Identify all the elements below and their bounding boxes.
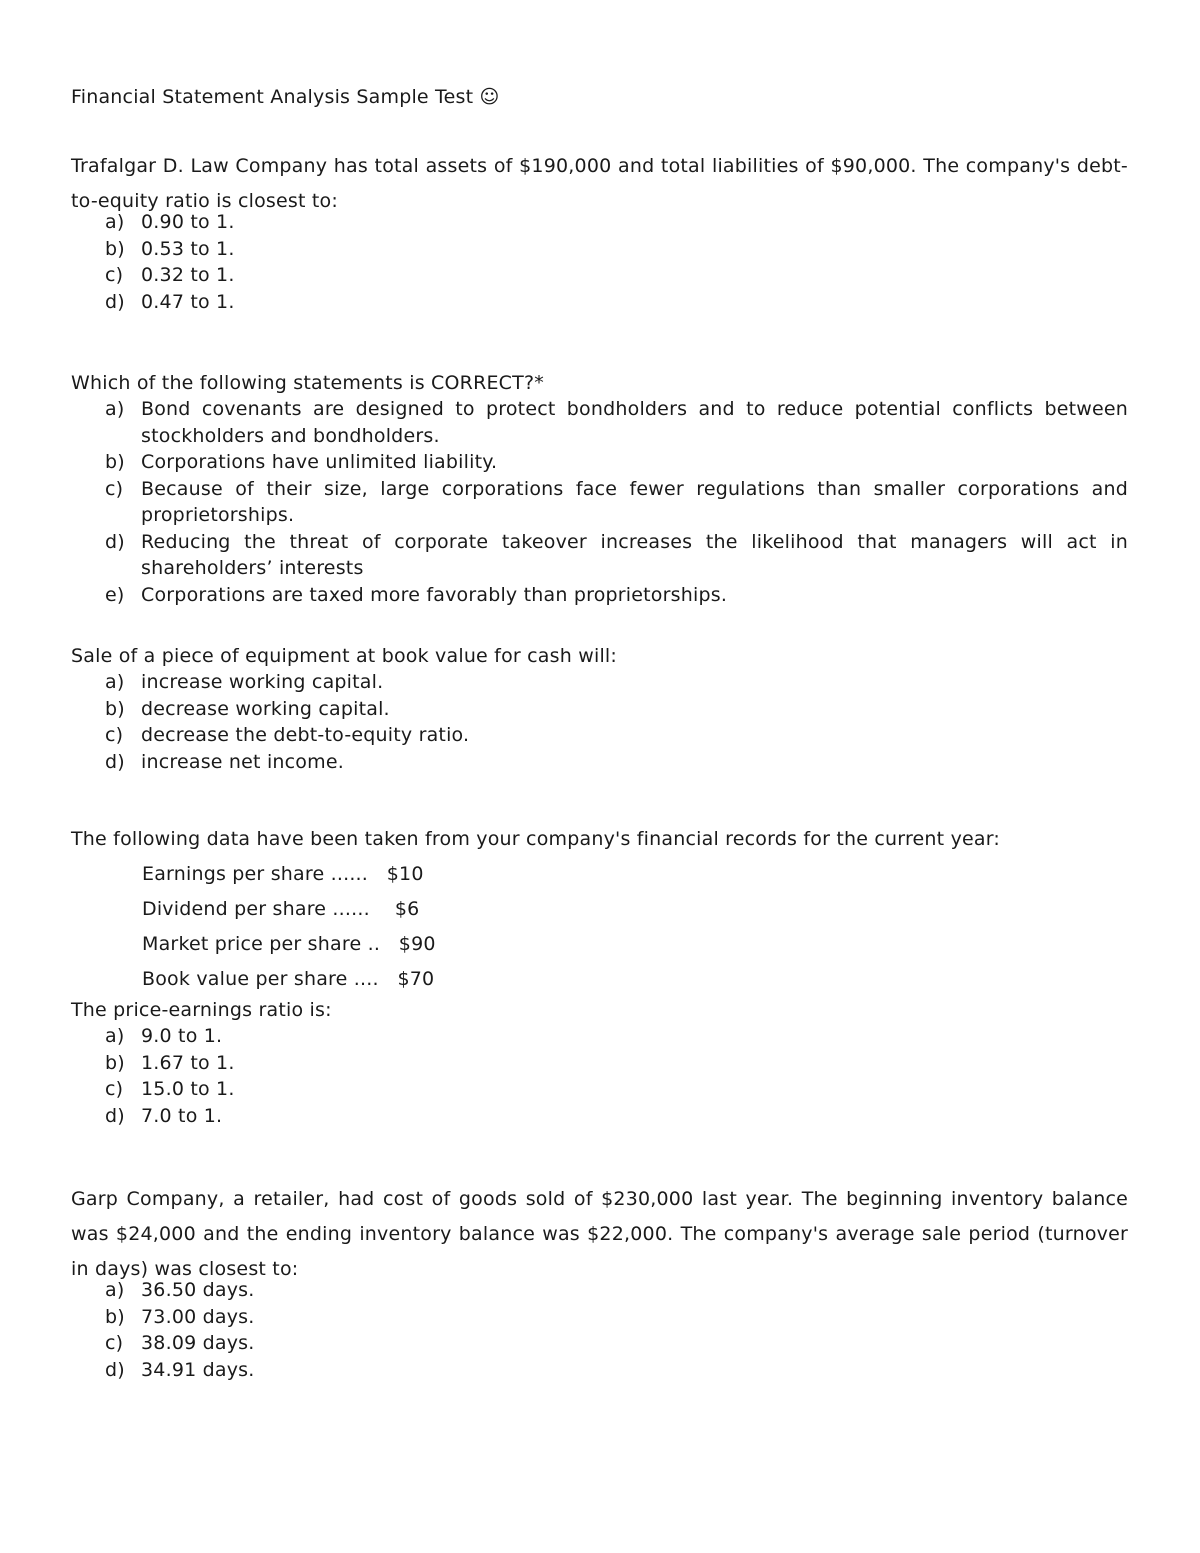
option-text: Because of their size, large corporations face fewer regulations than smaller corporations and proprietorships. bbox=[141, 477, 1128, 526]
answer-options bbox=[71, 209, 1128, 315]
option-letter: d) bbox=[105, 290, 125, 313]
answer-option bbox=[105, 289, 1128, 316]
option-letter: a) bbox=[105, 211, 125, 233]
answer-option bbox=[105, 1277, 1128, 1304]
answer-options bbox=[71, 1277, 1128, 1383]
answer-option bbox=[105, 1023, 1128, 1050]
answer-option bbox=[105, 1330, 1128, 1357]
answer-option bbox=[105, 1076, 1128, 1103]
option-text: 0.47 to 1. bbox=[141, 290, 235, 313]
answer-option bbox=[105, 209, 1128, 236]
answer-option bbox=[105, 669, 1128, 696]
question-5 bbox=[71, 1182, 1128, 1383]
answer-option bbox=[105, 582, 1128, 609]
question-prompt: The price-earnings ratio is: bbox=[71, 999, 332, 1021]
option-letter: d) bbox=[105, 530, 125, 553]
option-letter: c) bbox=[105, 1078, 124, 1100]
option-text: Bond covenants are designed to protect bondholders and to reduce potential conflicts between stockholders and bondholders. bbox=[141, 398, 1128, 447]
data-line-dividend: Dividend per share ...... $6 bbox=[142, 898, 420, 920]
option-text: increase net income. bbox=[141, 750, 344, 773]
option-text: 38.09 days. bbox=[141, 1332, 255, 1354]
answer-option bbox=[105, 696, 1128, 723]
option-letter: b) bbox=[105, 451, 125, 473]
option-letter: a) bbox=[105, 671, 125, 693]
option-text: 36.50 days. bbox=[141, 1279, 255, 1301]
option-letter: a) bbox=[105, 398, 125, 420]
option-text: 1.67 to 1. bbox=[141, 1051, 235, 1074]
option-letter: e) bbox=[105, 583, 125, 606]
option-text: increase working capital. bbox=[141, 671, 384, 693]
option-text: 7.0 to 1. bbox=[141, 1104, 223, 1127]
option-text: decrease working capital. bbox=[141, 697, 390, 720]
option-letter: a) bbox=[105, 1025, 125, 1047]
option-letter: b) bbox=[105, 697, 125, 720]
answer-option bbox=[105, 1304, 1128, 1331]
option-letter: d) bbox=[105, 1104, 125, 1127]
data-line-book-value: Book value per share .... $70 bbox=[142, 968, 435, 990]
answer-option bbox=[105, 1357, 1128, 1384]
answer-option bbox=[105, 236, 1128, 263]
option-text: 0.90 to 1. bbox=[141, 211, 235, 233]
option-text: decrease the debt-to-equity ratio. bbox=[141, 724, 470, 746]
answer-option bbox=[105, 476, 1128, 529]
option-text: 34.91 days. bbox=[141, 1358, 255, 1381]
option-text: Reducing the threat of corporate takeover increases the likelihood that managers will act in shareholders’ interests bbox=[141, 530, 1128, 579]
answer-options bbox=[71, 396, 1128, 608]
option-letter: c) bbox=[105, 1332, 124, 1354]
answer-option bbox=[105, 529, 1128, 582]
question-stem: Sale of a piece of equipment at book value for cash will: bbox=[71, 645, 617, 667]
option-letter: a) bbox=[105, 1279, 125, 1301]
option-letter: d) bbox=[105, 750, 125, 773]
option-letter: c) bbox=[105, 724, 124, 746]
answer-option bbox=[105, 262, 1128, 289]
question-stem: The following data have been taken from your company's financial records for the current year: bbox=[71, 828, 1001, 850]
option-text: 0.32 to 1. bbox=[141, 264, 235, 286]
question-3 bbox=[71, 643, 1128, 775]
answer-option bbox=[105, 722, 1128, 749]
option-letter: c) bbox=[105, 264, 124, 286]
answer-option bbox=[105, 449, 1128, 476]
answer-option bbox=[105, 749, 1128, 776]
question-2 bbox=[71, 370, 1128, 608]
option-text: 73.00 days. bbox=[141, 1305, 255, 1328]
answer-options bbox=[71, 669, 1128, 775]
option-letter: c) bbox=[105, 477, 124, 500]
answer-option bbox=[105, 1103, 1128, 1130]
option-text: 0.53 to 1. bbox=[141, 237, 235, 260]
document-title: Financial Statement Analysis Sample Test ☺ bbox=[71, 86, 500, 108]
data-line-eps: Earnings per share ...... $10 bbox=[142, 863, 424, 885]
question-stem: Garp Company, a retailer, had cost of goods sold of $230,000 last year. The beginning inventory balance was $24,000 and the ending inventory balance was $22,000. The company's average sale period (turnover in days) was closest to: bbox=[71, 1188, 1128, 1280]
answer-option bbox=[105, 396, 1128, 449]
option-text: 15.0 to 1. bbox=[141, 1078, 235, 1100]
answer-options bbox=[71, 1023, 1128, 1129]
question-1 bbox=[71, 149, 1128, 315]
answer-option bbox=[105, 1050, 1128, 1077]
option-letter: b) bbox=[105, 1305, 125, 1328]
option-text: Corporations have unlimited liability. bbox=[141, 451, 498, 473]
option-text: 9.0 to 1. bbox=[141, 1025, 223, 1047]
option-letter: d) bbox=[105, 1358, 125, 1381]
financial-data-list bbox=[71, 857, 1128, 997]
question-stem: Trafalgar D. Law Company has total assets of $190,000 and total liabilities of $90,000. The company's debt-to-equity ratio is closest to: bbox=[71, 155, 1128, 212]
question-stem: Which of the following statements is CORRECT?* bbox=[71, 372, 544, 394]
option-letter: b) bbox=[105, 1051, 125, 1074]
data-line-market-price: Market price per share .. $90 bbox=[142, 933, 436, 955]
option-text: Corporations are taxed more favorably than proprietorships. bbox=[141, 583, 728, 606]
option-letter: b) bbox=[105, 237, 125, 260]
question-4 bbox=[71, 826, 1128, 1129]
